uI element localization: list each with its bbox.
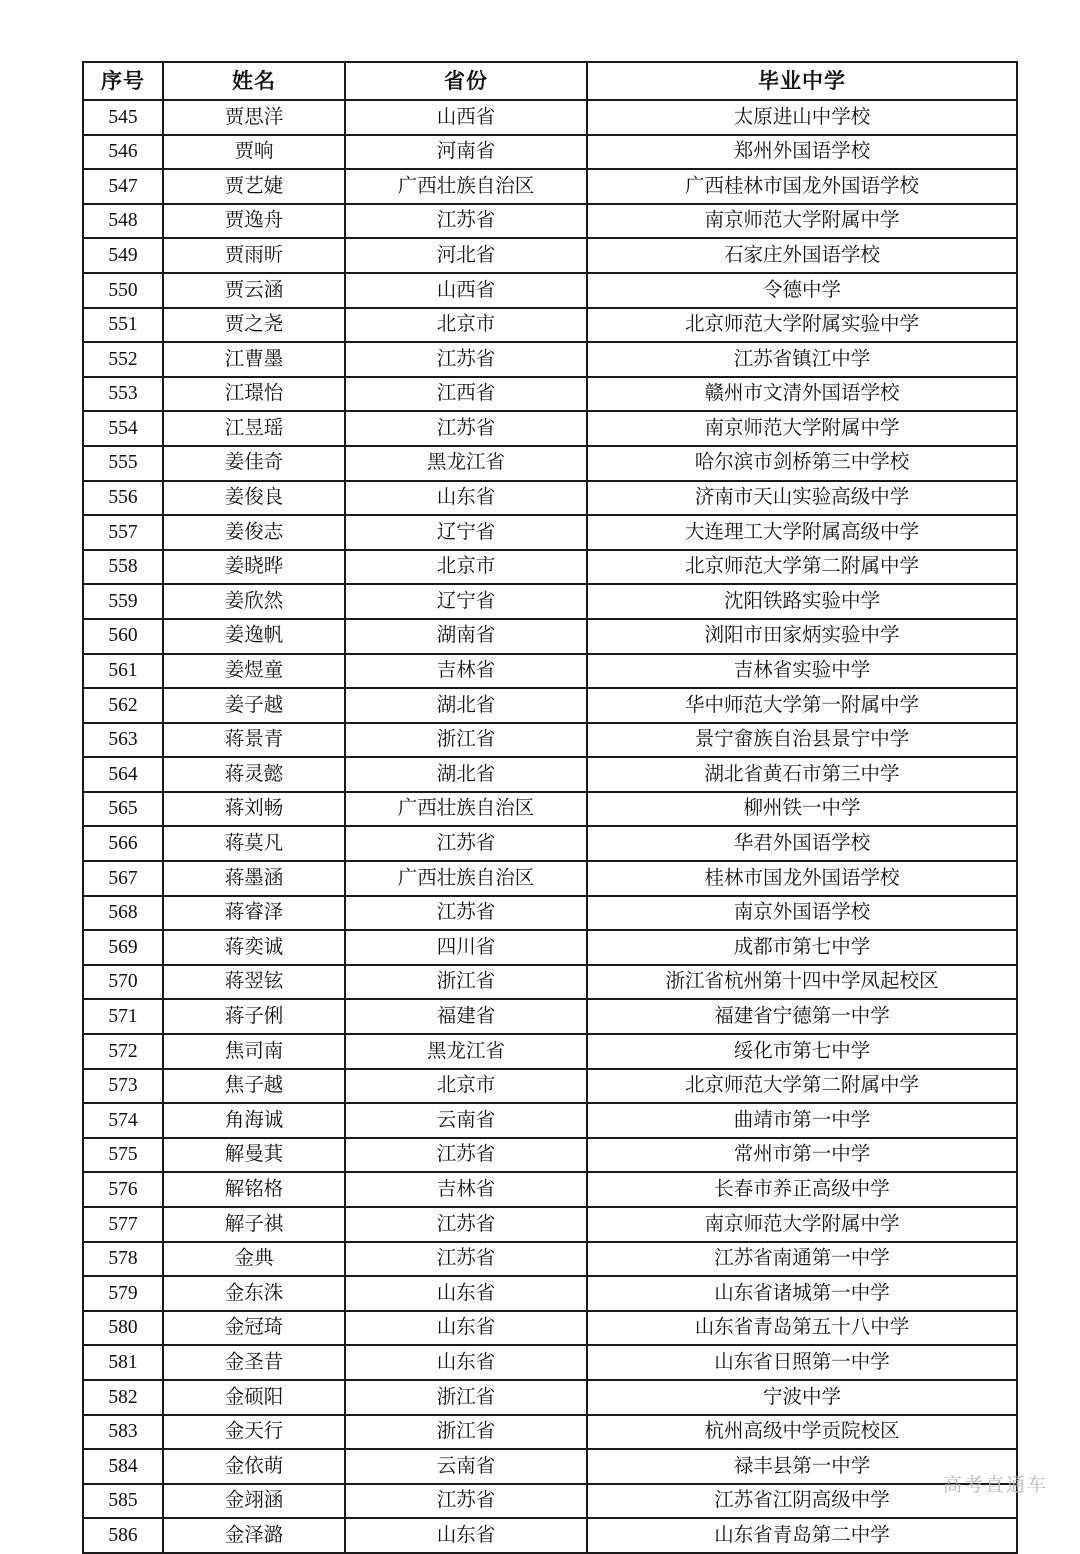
- student-roster-table: [82, 61, 1018, 1554]
- student-index: 549: [83, 238, 163, 273]
- student-province: 北京市: [345, 550, 587, 585]
- student-name: 解铭格: [163, 1172, 345, 1207]
- table-row: [83, 619, 1017, 654]
- table-row: [83, 446, 1017, 481]
- student-school: 南京师范大学附属中学: [587, 411, 1017, 446]
- student-name: 角海诚: [163, 1103, 345, 1138]
- student-index: 557: [83, 515, 163, 550]
- table-row: [83, 1034, 1017, 1069]
- student-school: 福建省宁德第一中学: [587, 999, 1017, 1034]
- student-school: 沈阳铁路实验中学: [587, 584, 1017, 619]
- student-school: 华中师范大学第一附属中学: [587, 688, 1017, 723]
- student-name: 焦司南: [163, 1034, 345, 1069]
- student-index: 570: [83, 965, 163, 1000]
- student-school: 桂林市国龙外国语学校: [587, 861, 1017, 896]
- student-index: 571: [83, 999, 163, 1034]
- table-row: [83, 1484, 1017, 1519]
- table-row: [83, 100, 1017, 135]
- table-row: [83, 999, 1017, 1034]
- student-name: 姜俊良: [163, 481, 345, 516]
- student-school: 湖北省黄石市第三中学: [587, 757, 1017, 792]
- student-index: 553: [83, 377, 163, 412]
- student-province: 湖北省: [345, 688, 587, 723]
- student-name: 焦子越: [163, 1069, 345, 1104]
- student-index: 556: [83, 481, 163, 516]
- student-index: 545: [83, 100, 163, 135]
- student-school: 浏阳市田家炳实验中学: [587, 619, 1017, 654]
- student-school: 杭州高级中学贡院校区: [587, 1415, 1017, 1450]
- student-index: 551: [83, 308, 163, 343]
- student-school: 吉林省实验中学: [587, 654, 1017, 689]
- student-index: 565: [83, 792, 163, 827]
- student-province: 广西壮族自治区: [345, 792, 587, 827]
- student-index: 560: [83, 619, 163, 654]
- table-row: [83, 1276, 1017, 1311]
- student-name: 金东洙: [163, 1276, 345, 1311]
- student-school: 景宁畲族自治县景宁中学: [587, 723, 1017, 758]
- student-index: 559: [83, 584, 163, 619]
- student-province: 黑龙江省: [345, 446, 587, 481]
- student-school: 华君外国语学校: [587, 826, 1017, 861]
- table-row: [83, 1345, 1017, 1380]
- student-school: 北京师范大学附属实验中学: [587, 308, 1017, 343]
- table-row: [83, 930, 1017, 965]
- table-row: [83, 1103, 1017, 1138]
- table-row: [83, 826, 1017, 861]
- student-province: 江苏省: [345, 411, 587, 446]
- student-school: 浙江省杭州第十四中学凤起校区: [587, 965, 1017, 1000]
- table-row: [83, 1518, 1017, 1553]
- student-index: 550: [83, 273, 163, 308]
- student-name: 蒋翌铉: [163, 965, 345, 1000]
- student-name: 姜煜童: [163, 654, 345, 689]
- student-school: 石家庄外国语学校: [587, 238, 1017, 273]
- table-row: [83, 792, 1017, 827]
- student-province: 辽宁省: [345, 584, 587, 619]
- watermark: 高考直通车: [942, 1475, 1048, 1496]
- student-index: 547: [83, 169, 163, 204]
- column-header-name: 姓名: [163, 62, 345, 100]
- student-province: 浙江省: [345, 1415, 587, 1450]
- student-province: 河北省: [345, 238, 587, 273]
- student-index: 582: [83, 1380, 163, 1415]
- student-province: 河南省: [345, 135, 587, 170]
- table-row: [83, 411, 1017, 446]
- table-row: [83, 481, 1017, 516]
- student-school: 曲靖市第一中学: [587, 1103, 1017, 1138]
- student-index: 563: [83, 723, 163, 758]
- table-row: [83, 1242, 1017, 1277]
- student-province: 云南省: [345, 1449, 587, 1484]
- student-name: 贾逸舟: [163, 204, 345, 239]
- student-index: 552: [83, 342, 163, 377]
- table-row: [83, 965, 1017, 1000]
- student-province: 江苏省: [345, 1242, 587, 1277]
- student-school: 山东省青岛第五十八中学: [587, 1311, 1017, 1346]
- student-province: 福建省: [345, 999, 587, 1034]
- table-row: [83, 169, 1017, 204]
- student-province: 浙江省: [345, 723, 587, 758]
- student-school: 济南市天山实验高级中学: [587, 481, 1017, 516]
- student-name: 蒋墨涵: [163, 861, 345, 896]
- student-school: 宁波中学: [587, 1380, 1017, 1415]
- student-name: 贾响: [163, 135, 345, 170]
- student-school: 山东省诸城第一中学: [587, 1276, 1017, 1311]
- student-index: 555: [83, 446, 163, 481]
- student-name: 金泽潞: [163, 1518, 345, 1553]
- student-school: 山东省日照第一中学: [587, 1345, 1017, 1380]
- student-school: 大连理工大学附属高级中学: [587, 515, 1017, 550]
- student-province: 江苏省: [345, 342, 587, 377]
- student-index: 576: [83, 1172, 163, 1207]
- student-school: 长春市养正高级中学: [587, 1172, 1017, 1207]
- student-name: 姜逸帆: [163, 619, 345, 654]
- table-row: [83, 273, 1017, 308]
- student-province: 江西省: [345, 377, 587, 412]
- student-name: 金冠琦: [163, 1311, 345, 1346]
- student-province: 吉林省: [345, 654, 587, 689]
- column-header-province: 省份: [345, 62, 587, 100]
- student-province: 北京市: [345, 1069, 587, 1104]
- student-school: 山东省青岛第二中学: [587, 1518, 1017, 1553]
- student-index: 567: [83, 861, 163, 896]
- student-name: 贾云涵: [163, 273, 345, 308]
- student-school: 令德中学: [587, 273, 1017, 308]
- student-name: 姜俊志: [163, 515, 345, 550]
- student-name: 解曼萁: [163, 1138, 345, 1173]
- student-name: 蒋刘畅: [163, 792, 345, 827]
- student-index: 579: [83, 1276, 163, 1311]
- student-index: 575: [83, 1138, 163, 1173]
- student-school: 太原进山中学校: [587, 100, 1017, 135]
- student-province: 山东省: [345, 1276, 587, 1311]
- student-school: 郑州外国语学校: [587, 135, 1017, 170]
- table-row: [83, 1138, 1017, 1173]
- table-row: [83, 723, 1017, 758]
- student-index: 572: [83, 1034, 163, 1069]
- student-school: 赣州市文清外国语学校: [587, 377, 1017, 412]
- table-row: [83, 515, 1017, 550]
- student-province: 广西壮族自治区: [345, 169, 587, 204]
- student-province: 江苏省: [345, 1484, 587, 1519]
- student-name: 蒋睿泽: [163, 896, 345, 931]
- student-index: 578: [83, 1242, 163, 1277]
- student-name: 贾雨昕: [163, 238, 345, 273]
- table-body: [83, 100, 1017, 1553]
- student-name: 金典: [163, 1242, 345, 1277]
- student-name: 金硕阳: [163, 1380, 345, 1415]
- table-row: [83, 584, 1017, 619]
- student-province: 山东省: [345, 1311, 587, 1346]
- student-school: 江苏省镇江中学: [587, 342, 1017, 377]
- student-province: 江苏省: [345, 896, 587, 931]
- table-row: [83, 896, 1017, 931]
- student-index: 546: [83, 135, 163, 170]
- student-province: 山西省: [345, 100, 587, 135]
- table-row: [83, 342, 1017, 377]
- student-index: 564: [83, 757, 163, 792]
- student-name: 蒋灵懿: [163, 757, 345, 792]
- student-province: 山西省: [345, 273, 587, 308]
- student-index: 548: [83, 204, 163, 239]
- student-name: 蒋莫凡: [163, 826, 345, 861]
- student-province: 吉林省: [345, 1172, 587, 1207]
- student-index: 569: [83, 930, 163, 965]
- student-school: 南京外国语学校: [587, 896, 1017, 931]
- student-school: 广西桂林市国龙外国语学校: [587, 169, 1017, 204]
- student-name: 姜晓晔: [163, 550, 345, 585]
- student-school: 哈尔滨市剑桥第三中学校: [587, 446, 1017, 481]
- student-school: 北京师范大学第二附属中学: [587, 550, 1017, 585]
- student-index: 558: [83, 550, 163, 585]
- student-school: 绥化市第七中学: [587, 1034, 1017, 1069]
- table-row: [83, 204, 1017, 239]
- student-province: 山东省: [345, 481, 587, 516]
- student-school: 常州市第一中学: [587, 1138, 1017, 1173]
- student-name: 金翊涵: [163, 1484, 345, 1519]
- table-row: [83, 1380, 1017, 1415]
- student-name: 蒋奕诚: [163, 930, 345, 965]
- student-province: 四川省: [345, 930, 587, 965]
- table-row: [83, 1207, 1017, 1242]
- table-row: [83, 654, 1017, 689]
- student-province: 山东省: [345, 1345, 587, 1380]
- student-name: 江曹墨: [163, 342, 345, 377]
- student-name: 蒋子俐: [163, 999, 345, 1034]
- student-school: 江苏省江阴高级中学: [587, 1484, 1017, 1519]
- table-header-row: [83, 62, 1017, 100]
- student-province: 辽宁省: [345, 515, 587, 550]
- student-index: 577: [83, 1207, 163, 1242]
- student-school: 成都市第七中学: [587, 930, 1017, 965]
- student-index: 574: [83, 1103, 163, 1138]
- table-row: [83, 861, 1017, 896]
- student-index: 554: [83, 411, 163, 446]
- student-province: 黑龙江省: [345, 1034, 587, 1069]
- student-name: 姜欣然: [163, 584, 345, 619]
- student-index: 566: [83, 826, 163, 861]
- student-school: 北京师范大学第二附属中学: [587, 1069, 1017, 1104]
- student-name: 贾艺婕: [163, 169, 345, 204]
- student-index: 580: [83, 1311, 163, 1346]
- student-name: 金天行: [163, 1415, 345, 1450]
- student-province: 浙江省: [345, 965, 587, 1000]
- student-province: 云南省: [345, 1103, 587, 1138]
- table-row: [83, 377, 1017, 412]
- student-province: 江苏省: [345, 1207, 587, 1242]
- student-name: 贾之尧: [163, 308, 345, 343]
- table-row: [83, 1069, 1017, 1104]
- student-province: 江苏省: [345, 1138, 587, 1173]
- table-row: [83, 135, 1017, 170]
- table-header: [83, 62, 1017, 100]
- student-school: 南京师范大学附属中学: [587, 1207, 1017, 1242]
- student-name: 江昱瑶: [163, 411, 345, 446]
- student-province: 广西壮族自治区: [345, 861, 587, 896]
- table-row: [83, 1311, 1017, 1346]
- student-index: 584: [83, 1449, 163, 1484]
- table-row: [83, 1172, 1017, 1207]
- student-school: 江苏省南通第一中学: [587, 1242, 1017, 1277]
- student-name: 江璟怡: [163, 377, 345, 412]
- table-row: [83, 550, 1017, 585]
- student-province: 湖南省: [345, 619, 587, 654]
- column-header-index: 序号: [83, 62, 163, 100]
- table-row: [83, 1415, 1017, 1450]
- student-index: 586: [83, 1518, 163, 1553]
- student-name: 姜佳奇: [163, 446, 345, 481]
- table-row: [83, 688, 1017, 723]
- student-name: 蒋景青: [163, 723, 345, 758]
- student-province: 江苏省: [345, 826, 587, 861]
- column-header-school: 毕业中学: [587, 62, 1017, 100]
- table-row: [83, 1449, 1017, 1484]
- student-name: 金依萌: [163, 1449, 345, 1484]
- student-index: 585: [83, 1484, 163, 1519]
- student-school: 南京师范大学附属中学: [587, 204, 1017, 239]
- table-row: [83, 238, 1017, 273]
- table-row: [83, 757, 1017, 792]
- student-name: 解子祺: [163, 1207, 345, 1242]
- student-index: 562: [83, 688, 163, 723]
- student-province: 浙江省: [345, 1380, 587, 1415]
- student-province: 山东省: [345, 1518, 587, 1553]
- student-province: 北京市: [345, 308, 587, 343]
- student-index: 561: [83, 654, 163, 689]
- student-index: 583: [83, 1415, 163, 1450]
- student-school: 禄丰县第一中学: [587, 1449, 1017, 1484]
- student-index: 568: [83, 896, 163, 931]
- student-province: 湖北省: [345, 757, 587, 792]
- table-row: [83, 308, 1017, 343]
- student-province: 江苏省: [345, 204, 587, 239]
- student-school: 柳州铁一中学: [587, 792, 1017, 827]
- student-name: 金圣昔: [163, 1345, 345, 1380]
- student-name: 贾思洋: [163, 100, 345, 135]
- student-index: 581: [83, 1345, 163, 1380]
- student-index: 573: [83, 1069, 163, 1104]
- student-name: 姜子越: [163, 688, 345, 723]
